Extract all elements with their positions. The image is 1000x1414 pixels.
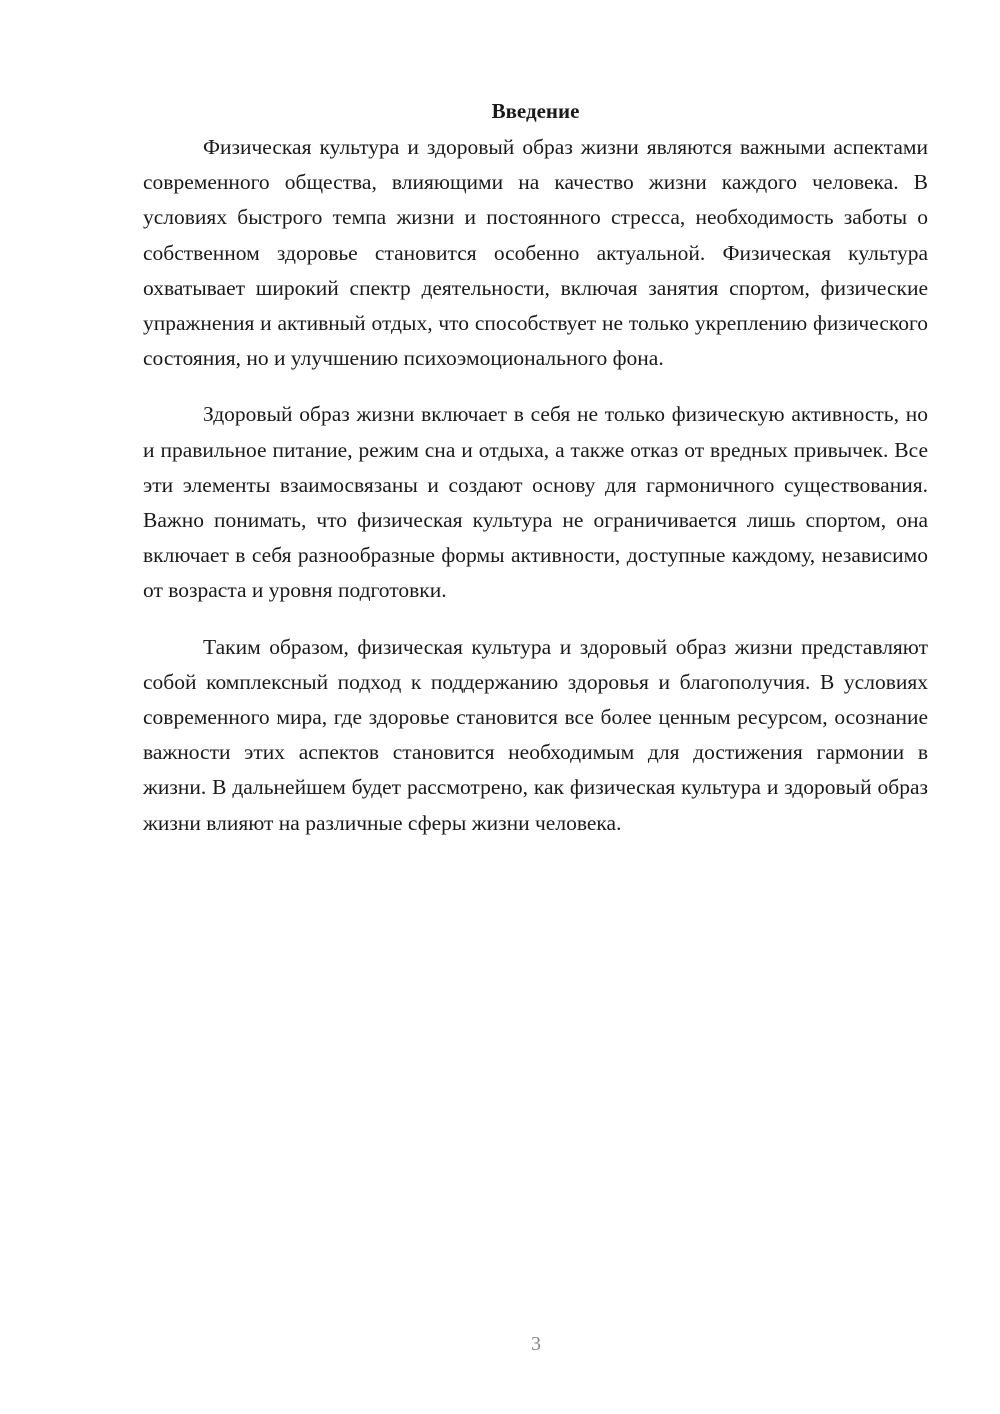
paragraph-2: Здоровый образ жизни включает в себя не только физическую активность, но и правильное питание, режим сна и отдыха, а также отказ от вредных привычек. Все эти элементы взаимосвязаны и создают основу для гармоничного существования. Важно понимать, что физическая культура не ограничивается лишь спортом, она включает в себя разнообразные формы активности, доступные каждому, независимо от возраста и уровня подготовки. — [143, 402, 928, 603]
page-number: 3 — [531, 1333, 541, 1355]
section-heading: Введение — [491, 99, 580, 123]
page-content — [143, 96, 928, 862]
paragraph-1: Физическая культура и здоровый образ жизни являются важными аспектами современного общества, влияющими на качество жизни каждого человека. В условиях быстрого темпа жизни и постоянного стресса, необходимость заботы о собственном здоровье становится особенно актуальной. Физическая культура охватывает широкий спектр деятельности, включая занятия спортом, физические упражнения и активный отдых, что способствует не только укреплению физического состояния, но и улучшению психоэмоционального фона. — [143, 135, 928, 371]
paragraph-3: Таким образом, физическая культура и здоровый образ жизни представляют собой комплексный подход к поддержанию здоровья и благополучия. В условиях современного мира, где здоровье становится все более ценным ресурсом, осознание важности этих аспектов становится необходимым для достижения гармонии в жизни. В дальнейшем будет рассмотрено, как физическая культура и здоровый образ жизни влияют на различные сферы жизни человека. — [143, 634, 928, 835]
